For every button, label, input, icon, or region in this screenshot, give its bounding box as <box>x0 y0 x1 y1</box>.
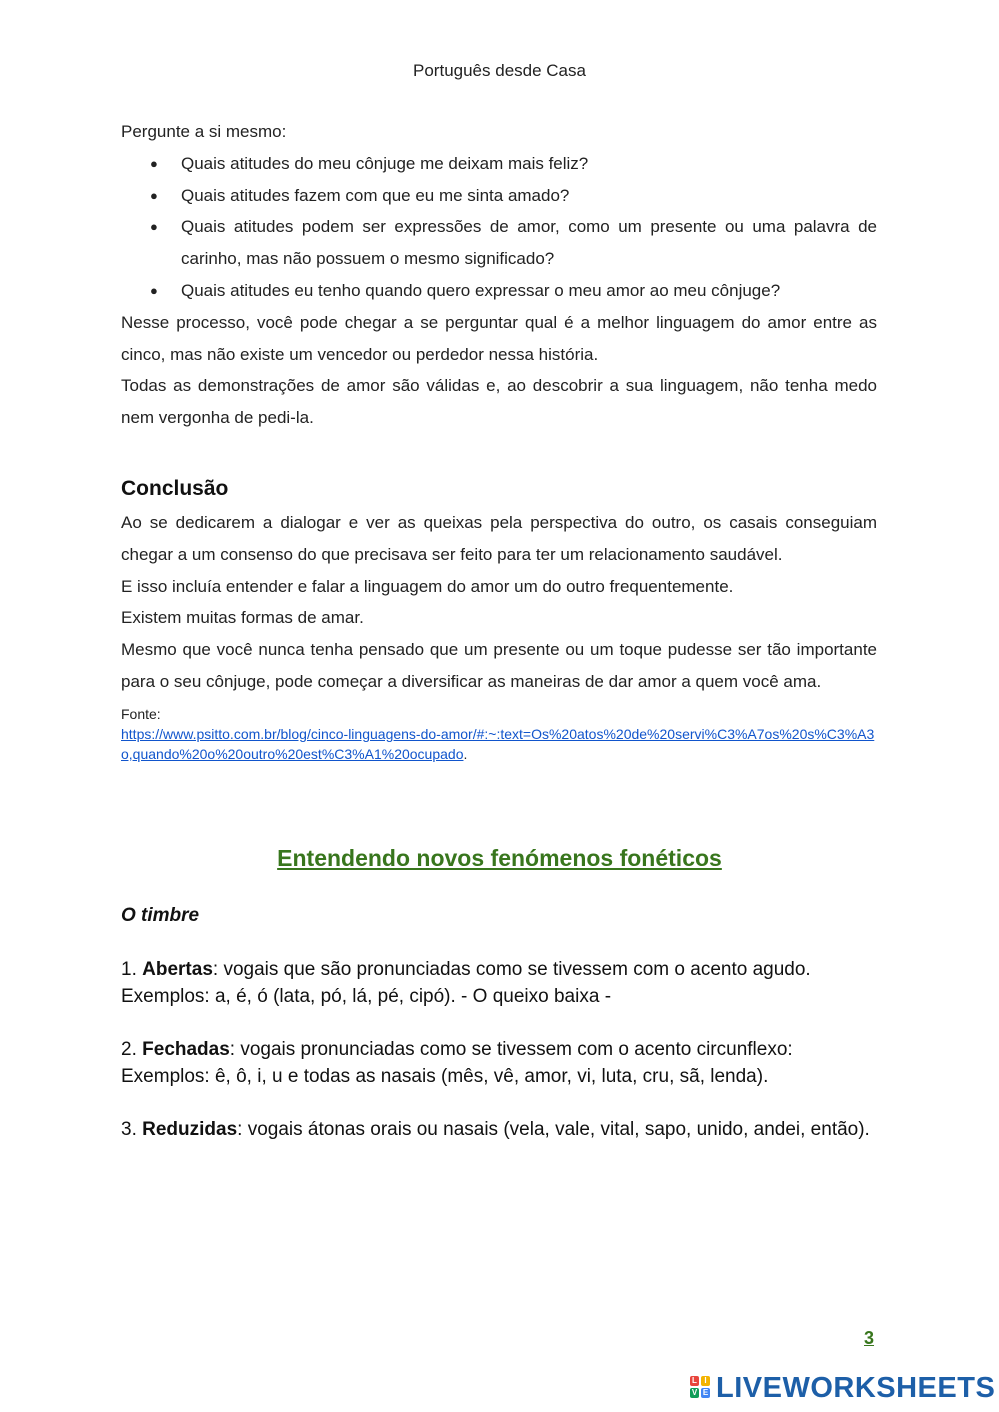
definition-item: 3. Reduzidas: vogais átonas orais ou nasais (vela, vale, vital, sapo, unido, andei, então). <box>121 1119 870 1140</box>
page-number: 3 <box>864 1328 875 1348</box>
brand-name: LIVEWORKSHEETS <box>716 1371 996 1404</box>
source-end: . <box>463 745 468 762</box>
intro-paragraph: Nesse processo, você pode chegar a se perguntar qual é a melhor linguagem do amor entre as cinco, mas não existe um vencedor ou perdedor nessa história. <box>121 312 877 364</box>
list-item: ● Quais atitudes fazem com que eu me sinta amado? <box>121 180 877 212</box>
definition-term: Abertas <box>142 959 213 980</box>
logo-letter: V <box>691 1388 698 1397</box>
bullet-icon: ● <box>150 219 158 235</box>
definition-term: Reduzidas <box>142 1119 238 1140</box>
section-subtitle: O timbre <box>121 905 200 926</box>
list-item: ● Quais atitudes eu tenho quando quero expressar o meu amor ao meu cônjuge? <box>121 275 877 307</box>
phonetics-section <box>121 902 881 1169</box>
conclusion-paragraph: Existem muitas formas de amar. <box>121 608 364 628</box>
source-link[interactable]: https://www.psitto.com.br/blog/cinco-linguagens-do-amor/#:~:text=Os%20atos%20de%20servi%C3%A7os%20s%C3%A3o,quando%20o%20outro%20est%C3%A1%20ocupado <box>121 725 875 762</box>
definition-item: 1. Abertas: vogais que são pronunciadas como se tivessem com o acento agudo. Exemplos: a, é, ó (lata, pó, lá, pé, cipó). - O queixo baixa - <box>121 959 811 1007</box>
conclusion-heading: Conclusão <box>121 476 229 500</box>
definition-item: 2. Fechadas: vogais pronunciadas como se tivessem com o acento circunflexo: Exemplos: ê, ô, i, u e todas as nasais (mês, vê, amor, vi, luta, cru, sã, lenda). <box>121 1039 793 1087</box>
bullet-icon: ● <box>150 155 158 171</box>
bullet-icon: ● <box>150 187 158 203</box>
intro-paragraph: Todas as demonstrações de amor são válidas e, ao descobrir a sua linguagem, não tenha medo nem vergonha de pedi-la. <box>121 376 877 428</box>
page-header-title: Português desde Casa <box>413 61 586 80</box>
conclusion-paragraph: Mesmo que você nunca tenha pensado que um presente ou um toque pudesse ser tão importante para o seu cônjuge, pode começar a diversificar as maneiras de dar amor a quem você ama. <box>121 640 877 691</box>
main-content <box>121 116 877 764</box>
logo-letter: I <box>701 1376 710 1386</box>
conclusion-paragraph: E isso incluía entender e falar a linguagem do amor um do outro frequentemente. <box>121 576 734 596</box>
brand-logo[interactable] <box>690 1373 995 1403</box>
bullet-icon: ● <box>150 282 158 298</box>
intro-lead: Pergunte a si mesmo: <box>121 122 287 141</box>
conclusion-paragraph: Ao se dedicarem a dialogar e ver as queixas pela perspectiva do outro, os casais conseguiam chegar a um consenso do que precisava ser feito para ter um relacionamento saudável. <box>121 512 877 564</box>
liveworksheets-logo-icon <box>690 1376 712 1400</box>
list-item: ● Quais atitudes do meu cônjuge me deixam mais feliz? <box>121 148 877 180</box>
section-title: Entendendo novos fenómenos fonéticos <box>277 845 722 871</box>
source-label: Fonte: <box>121 705 161 722</box>
definition-term: Fechadas <box>142 1039 230 1060</box>
logo-letter: E <box>702 1388 709 1397</box>
source-line <box>121 724 877 764</box>
logo-letter: L <box>690 1376 699 1386</box>
list-item: ● Quais atitudes podem ser expressões de amor, como um presente ou uma palavra de carinho, mas não possuem o mesmo significado? <box>121 211 877 275</box>
question-list <box>121 148 877 307</box>
